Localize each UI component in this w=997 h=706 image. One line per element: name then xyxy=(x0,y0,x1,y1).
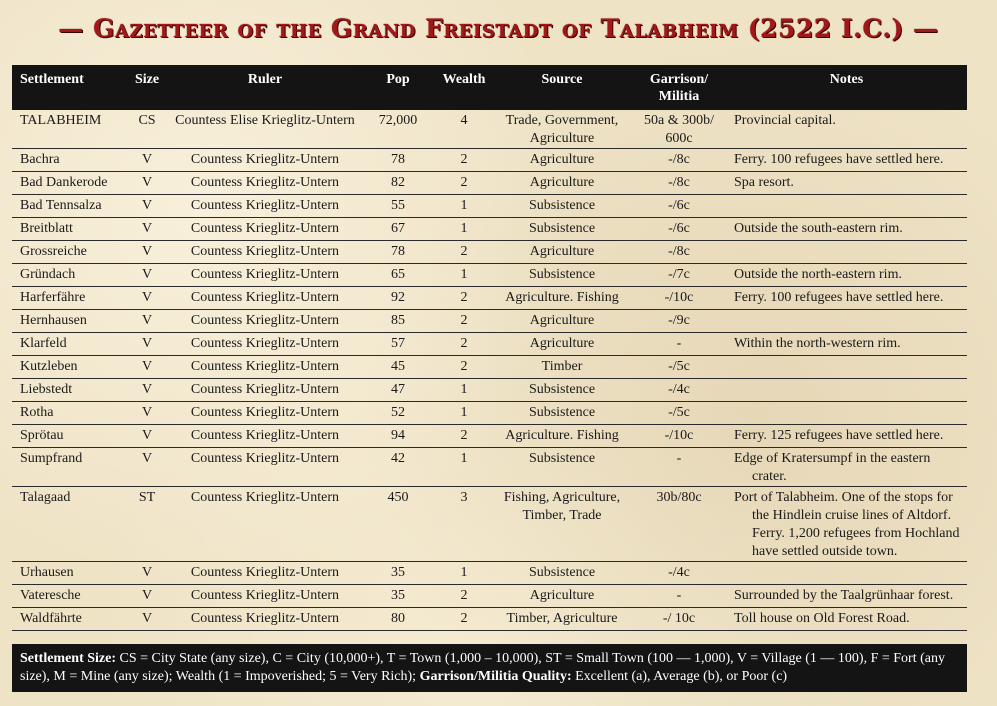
header-row xyxy=(12,65,967,110)
cell-notes xyxy=(726,287,967,310)
cell-size: V xyxy=(124,356,170,379)
notes-text: Ferry. 100 refugees have settled here. xyxy=(734,152,944,167)
cell-settlement: Sumpfrand xyxy=(12,448,124,487)
header-source: Source xyxy=(492,65,632,110)
cell-source: Subsistence xyxy=(492,379,632,402)
cell-settlement: Waldfährte xyxy=(12,608,124,631)
cell-ruler: Countess Krieglitz-Untern xyxy=(170,264,360,287)
notes-text: Toll house on Old Forest Road. xyxy=(734,611,910,626)
cell-wealth: 1 xyxy=(436,379,492,402)
cell-size: V xyxy=(124,333,170,356)
cell-garrison: -/5c xyxy=(632,356,726,379)
cell-ruler: Countess Krieglitz-Untern xyxy=(170,448,360,487)
cell-settlement: Urhausen xyxy=(12,562,124,585)
cell-size: V xyxy=(124,448,170,487)
cell-pop: 94 xyxy=(360,425,436,448)
notes-text: Outside the north-eastern rim. xyxy=(734,267,902,282)
cell-garrison: -/10c xyxy=(632,287,726,310)
cell-pop: 67 xyxy=(360,218,436,241)
cell-ruler: Countess Krieglitz-Untern xyxy=(170,333,360,356)
table-row xyxy=(12,310,967,333)
header-garrison xyxy=(632,65,726,110)
cell-garrison: -/7c xyxy=(632,264,726,287)
table-row xyxy=(12,172,967,195)
cell-source: Agriculture xyxy=(492,172,632,195)
cell-size: V xyxy=(124,562,170,585)
cell-pop: 72,000 xyxy=(360,110,436,149)
cell-ruler: Countess Krieglitz-Untern xyxy=(170,310,360,333)
cell-size: V xyxy=(124,608,170,631)
cell-notes xyxy=(726,172,967,195)
notes-text: Within the north-western rim. xyxy=(734,336,901,351)
notes-text: Ferry. 125 refugees have settled here. xyxy=(734,428,944,443)
cell-size: V xyxy=(124,264,170,287)
table-row xyxy=(12,195,967,218)
header-settlement: Settlement xyxy=(12,65,124,110)
cell-wealth: 2 xyxy=(436,172,492,195)
cell-garrison: 50a & 300b/ 600c xyxy=(632,110,726,149)
cell-source: Subsistence xyxy=(492,195,632,218)
table-body xyxy=(12,110,967,631)
table-row xyxy=(12,287,967,310)
table-row xyxy=(12,110,967,149)
cell-pop: 45 xyxy=(360,356,436,379)
cell-garrison: -/8c xyxy=(632,172,726,195)
cell-garrison: -/4c xyxy=(632,379,726,402)
cell-notes xyxy=(726,218,967,241)
cell-settlement: Sprötau xyxy=(12,425,124,448)
cell-pop: 65 xyxy=(360,264,436,287)
cell-source: Subsistence xyxy=(492,448,632,487)
cell-wealth: 2 xyxy=(436,333,492,356)
cell-source: Subsistence xyxy=(492,562,632,585)
gazetteer-table xyxy=(12,65,967,631)
cell-garrison: - xyxy=(632,585,726,608)
cell-pop: 78 xyxy=(360,241,436,264)
cell-garrison: -/8c xyxy=(632,241,726,264)
cell-source: Subsistence xyxy=(492,218,632,241)
cell-size: V xyxy=(124,172,170,195)
cell-ruler: Countess Krieglitz-Untern xyxy=(170,562,360,585)
cell-pop: 92 xyxy=(360,287,436,310)
cell-ruler: Countess Krieglitz-Untern xyxy=(170,487,360,562)
cell-notes xyxy=(726,448,967,487)
cell-settlement: Rotha xyxy=(12,402,124,425)
cell-source: Timber xyxy=(492,356,632,379)
cell-wealth: 1 xyxy=(436,448,492,487)
cell-source: Agriculture xyxy=(492,333,632,356)
cell-wealth: 1 xyxy=(436,402,492,425)
cell-garrison: - xyxy=(632,448,726,487)
cell-settlement: TALABHEIM xyxy=(12,110,124,149)
legend-box xyxy=(12,644,967,692)
cell-garrison: -/5c xyxy=(632,402,726,425)
table-row xyxy=(12,379,967,402)
cell-source: Subsistence xyxy=(492,402,632,425)
cell-size: V xyxy=(124,425,170,448)
cell-source: Trade, Government, Agriculture xyxy=(492,110,632,149)
cell-source: Agriculture xyxy=(492,149,632,172)
table-row xyxy=(12,608,967,631)
cell-notes xyxy=(726,195,967,218)
cell-pop: 35 xyxy=(360,562,436,585)
cell-wealth: 1 xyxy=(436,218,492,241)
legend-size-label: Settlement Size: xyxy=(20,651,117,666)
page-title: — Gazetteer of the Grand Freistadt of Talabheim (2522 I.C.) — xyxy=(58,14,939,43)
cell-wealth: 1 xyxy=(436,195,492,218)
cell-garrison: -/6c xyxy=(632,218,726,241)
cell-ruler: Countess Krieglitz-Untern xyxy=(170,585,360,608)
cell-source: Subsistence xyxy=(492,264,632,287)
cell-garrison: -/ 10c xyxy=(632,608,726,631)
cell-source: Agriculture. Fishing xyxy=(492,425,632,448)
cell-garrison: - xyxy=(632,333,726,356)
cell-settlement: Harferfähre xyxy=(12,287,124,310)
cell-wealth: 2 xyxy=(436,585,492,608)
cell-notes xyxy=(726,310,967,333)
cell-size: V xyxy=(124,379,170,402)
cell-settlement: Vateresche xyxy=(12,585,124,608)
cell-garrison: -/6c xyxy=(632,195,726,218)
cell-ruler: Countess Krieglitz-Untern xyxy=(170,195,360,218)
cell-wealth: 1 xyxy=(436,264,492,287)
cell-size: V xyxy=(124,402,170,425)
cell-garrison: -/4c xyxy=(632,562,726,585)
cell-pop: 78 xyxy=(360,149,436,172)
cell-ruler: Countess Krieglitz-Untern xyxy=(170,608,360,631)
cell-ruler: Countess Krieglitz-Untern xyxy=(170,425,360,448)
cell-size: ST xyxy=(124,487,170,562)
cell-wealth: 1 xyxy=(436,562,492,585)
cell-notes xyxy=(726,333,967,356)
cell-wealth: 3 xyxy=(436,487,492,562)
cell-pop: 47 xyxy=(360,379,436,402)
cell-size: V xyxy=(124,218,170,241)
table-row xyxy=(12,402,967,425)
cell-ruler: Countess Krieglitz-Untern xyxy=(170,402,360,425)
cell-size: V xyxy=(124,585,170,608)
cell-settlement: Hernhausen xyxy=(12,310,124,333)
legend-size-text: CS = City State (any size), C = City (10,000+), T = Town (1,000 – 10,000), ST = Small Town (100 — 1,000), V = Village (1 — 100), F = Fort (any size), M = Mine (any size); Wealth (1 = Impoverished; 5 = Very Rich); xyxy=(20,651,945,684)
header-ruler: Ruler xyxy=(170,65,360,110)
cell-wealth: 2 xyxy=(436,608,492,631)
cell-ruler: Countess Krieglitz-Untern xyxy=(170,172,360,195)
cell-pop: 85 xyxy=(360,310,436,333)
table-row xyxy=(12,333,967,356)
header-notes: Notes xyxy=(726,65,967,110)
notes-text: Edge of Kratersumpf in the eastern crater. xyxy=(734,451,931,484)
cell-pop: 82 xyxy=(360,172,436,195)
cell-pop: 35 xyxy=(360,585,436,608)
cell-ruler: Countess Krieglitz-Untern xyxy=(170,356,360,379)
cell-settlement: Klarfeld xyxy=(12,333,124,356)
cell-size: V xyxy=(124,310,170,333)
cell-ruler: Countess Krieglitz-Untern xyxy=(170,379,360,402)
table-row xyxy=(12,356,967,379)
cell-notes xyxy=(726,487,967,562)
notes-text: Provincial capital. xyxy=(734,113,836,128)
cell-source: Fishing, Agriculture, Timber, Trade xyxy=(492,487,632,562)
cell-notes xyxy=(726,356,967,379)
cell-settlement: Grossreiche xyxy=(12,241,124,264)
cell-settlement: Bad Dankerode xyxy=(12,172,124,195)
header-garrison-line1: Garrison/ xyxy=(649,72,709,87)
cell-settlement: Breitblatt xyxy=(12,218,124,241)
cell-ruler: Countess Elise Krieglitz-Untern xyxy=(170,110,360,149)
cell-settlement: Gründach xyxy=(12,264,124,287)
notes-text: Outside the south-eastern rim. xyxy=(734,221,903,236)
header-pop: Pop xyxy=(360,65,436,110)
cell-wealth: 2 xyxy=(436,149,492,172)
cell-wealth: 2 xyxy=(436,310,492,333)
cell-wealth: 4 xyxy=(436,110,492,149)
cell-garrison: 30b/80c xyxy=(632,487,726,562)
cell-wealth: 2 xyxy=(436,356,492,379)
cell-size: V xyxy=(124,287,170,310)
cell-size: V xyxy=(124,241,170,264)
cell-size: V xyxy=(124,195,170,218)
cell-source: Agriculture. Fishing xyxy=(492,287,632,310)
cell-size: V xyxy=(124,149,170,172)
cell-wealth: 2 xyxy=(436,425,492,448)
cell-ruler: Countess Krieglitz-Untern xyxy=(170,287,360,310)
notes-text: Port of Talabheim. One of the stops for the Hindlein cruise lines of Altdorf. Ferry. 1,200 refugees from Hochland have settled outside town. xyxy=(734,490,960,559)
header-wealth: Wealth xyxy=(436,65,492,110)
cell-garrison: -/10c xyxy=(632,425,726,448)
cell-pop: 57 xyxy=(360,333,436,356)
cell-pop: 42 xyxy=(360,448,436,487)
table-row xyxy=(12,487,967,562)
cell-source: Agriculture xyxy=(492,241,632,264)
cell-notes xyxy=(726,608,967,631)
cell-notes xyxy=(726,562,967,585)
cell-source: Agriculture xyxy=(492,310,632,333)
header-size: Size xyxy=(124,65,170,110)
notes-text: Ferry. 100 refugees have settled here. xyxy=(734,290,944,305)
cell-source: Agriculture xyxy=(492,585,632,608)
legend-garrison-text: Excellent (a), Average (b), or Poor (c) xyxy=(571,669,788,684)
cell-wealth: 2 xyxy=(436,287,492,310)
table-row xyxy=(12,241,967,264)
cell-ruler: Countess Krieglitz-Untern xyxy=(170,241,360,264)
cell-garrison: -/9c xyxy=(632,310,726,333)
cell-garrison: -/8c xyxy=(632,149,726,172)
cell-notes xyxy=(726,379,967,402)
cell-source: Timber, Agriculture xyxy=(492,608,632,631)
table-row xyxy=(12,264,967,287)
cell-pop: 55 xyxy=(360,195,436,218)
table-row xyxy=(12,448,967,487)
table-row xyxy=(12,425,967,448)
cell-notes xyxy=(726,110,967,149)
cell-notes xyxy=(726,241,967,264)
cell-wealth: 2 xyxy=(436,241,492,264)
header-garrison-line2: Militia xyxy=(658,89,700,104)
cell-pop: 450 xyxy=(360,487,436,562)
cell-settlement: Liebstedt xyxy=(12,379,124,402)
cell-settlement: Bad Tennsalza xyxy=(12,195,124,218)
table-row xyxy=(12,218,967,241)
cell-notes xyxy=(726,149,967,172)
cell-notes xyxy=(726,264,967,287)
table-row xyxy=(12,149,967,172)
table-row xyxy=(12,585,967,608)
cell-settlement: Kutzleben xyxy=(12,356,124,379)
cell-notes xyxy=(726,402,967,425)
cell-ruler: Countess Krieglitz-Untern xyxy=(170,149,360,172)
cell-ruler: Countess Krieglitz-Untern xyxy=(170,218,360,241)
table-row xyxy=(12,562,967,585)
cell-size: CS xyxy=(124,110,170,149)
cell-pop: 80 xyxy=(360,608,436,631)
cell-settlement: Talagaad xyxy=(12,487,124,562)
cell-settlement: Bachra xyxy=(12,149,124,172)
cell-pop: 52 xyxy=(360,402,436,425)
cell-notes xyxy=(726,425,967,448)
notes-text: Spa resort. xyxy=(734,175,794,190)
cell-notes xyxy=(726,585,967,608)
legend-garrison-label: Garrison/Militia Quality: xyxy=(419,669,572,684)
notes-text: Surrounded by the Taalgrünhaar forest. xyxy=(734,588,954,603)
